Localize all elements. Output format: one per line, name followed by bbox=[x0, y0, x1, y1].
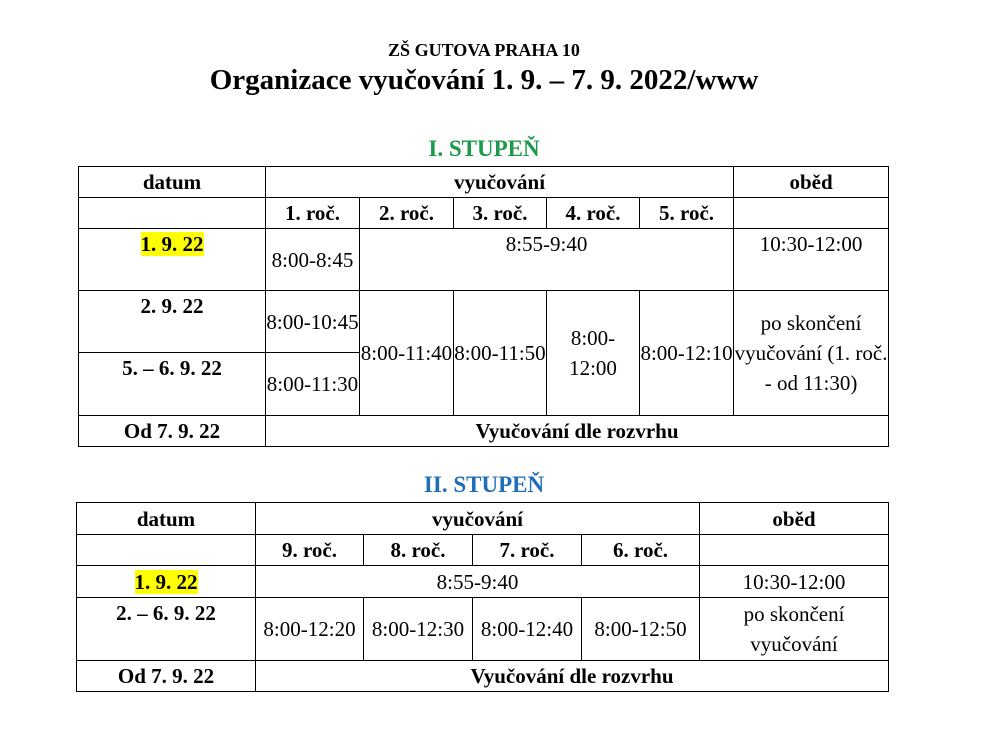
table-row bbox=[77, 566, 889, 598]
time-cell: 8:00-11:50 bbox=[454, 291, 547, 416]
lunch-cell: po skončení vyučování (1. roč. - od 11:30) bbox=[734, 291, 889, 416]
date-cell: 2. – 6. 9. 22 bbox=[77, 598, 256, 661]
time-cell: 8:00-10:45 bbox=[266, 291, 360, 353]
time-cell: 8:00-8:45 bbox=[266, 229, 360, 291]
grade-header: 3. roč. bbox=[454, 198, 547, 229]
time-cell: 8:00-12:40 bbox=[473, 598, 582, 661]
table-row bbox=[77, 661, 889, 692]
table-row bbox=[77, 598, 889, 661]
time-cell-merged: 8:55-9:40 bbox=[256, 566, 700, 598]
empty-cell bbox=[77, 535, 256, 566]
time-cell: 8:00-12:30 bbox=[364, 598, 473, 661]
grades-row bbox=[79, 198, 889, 229]
time-cell: 8:00-11:30 bbox=[266, 353, 360, 416]
schedule-note: Vyučování dle rozvrhu bbox=[266, 416, 889, 447]
empty-cell bbox=[700, 535, 889, 566]
table-row bbox=[79, 416, 889, 447]
empty-cell bbox=[734, 198, 889, 229]
grade-header: 2. roč. bbox=[360, 198, 454, 229]
time-cell-merged: 8:55-9:40 bbox=[360, 229, 734, 291]
time-cell: 8:00-12:10 bbox=[640, 291, 734, 416]
table-row bbox=[79, 229, 889, 291]
table-row bbox=[79, 291, 889, 353]
grades-row bbox=[77, 535, 889, 566]
date-cell: Od 7. 9. 22 bbox=[77, 661, 256, 692]
date-cell bbox=[79, 229, 266, 291]
date-cell: 5. – 6. 9. 22 bbox=[79, 353, 266, 416]
stupen2-table bbox=[76, 502, 889, 692]
header-vyucovani: vyučování bbox=[256, 503, 700, 535]
time-cell: 8:00-12:20 bbox=[256, 598, 364, 661]
grade-header: 8. roč. bbox=[364, 535, 473, 566]
grade-header: 9. roč. bbox=[256, 535, 364, 566]
date-cell: Od 7. 9. 22 bbox=[79, 416, 266, 447]
stupen1-title: I. STUPEŇ bbox=[428, 136, 540, 161]
grade-header: 7. roč. bbox=[473, 535, 582, 566]
stupen2-title: II. STUPEŇ bbox=[423, 472, 545, 497]
school-name: ZŠ GUTOVA PRAHA 10 bbox=[388, 40, 580, 60]
grade-header: 6. roč. bbox=[582, 535, 700, 566]
grade-header: 1. roč. bbox=[266, 198, 360, 229]
header-datum: datum bbox=[79, 167, 266, 198]
header-obed: oběd bbox=[734, 167, 889, 198]
highlighted-date: 1. 9. 22 bbox=[140, 232, 204, 256]
lunch-cell: po skončení vyučování bbox=[700, 598, 889, 661]
schedule-note: Vyučování dle rozvrhu bbox=[256, 661, 889, 692]
header-datum: datum bbox=[77, 503, 256, 535]
stupen1-table bbox=[78, 166, 889, 447]
date-cell bbox=[77, 566, 256, 598]
time-cell: 8:00-11:40 bbox=[360, 291, 454, 416]
table-header-row bbox=[77, 503, 889, 535]
grade-header: 4. roč. bbox=[547, 198, 640, 229]
table-header-row bbox=[79, 167, 889, 198]
document-title: Organizace vyučování 1. 9. – 7. 9. 2022/www bbox=[209, 64, 759, 96]
date-cell: 2. 9. 22 bbox=[79, 291, 266, 353]
lunch-cell: 10:30-12:00 bbox=[700, 566, 889, 598]
header-vyucovani: vyučování bbox=[266, 167, 734, 198]
time-cell: 8:00-12:00 bbox=[547, 291, 640, 416]
empty-cell bbox=[79, 198, 266, 229]
time-cell: 8:00-12:50 bbox=[582, 598, 700, 661]
highlighted-date: 1. 9. 22 bbox=[134, 569, 198, 594]
grade-header: 5. roč. bbox=[640, 198, 734, 229]
header-obed: oběd bbox=[700, 503, 889, 535]
lunch-cell: 10:30-12:00 bbox=[734, 229, 889, 291]
